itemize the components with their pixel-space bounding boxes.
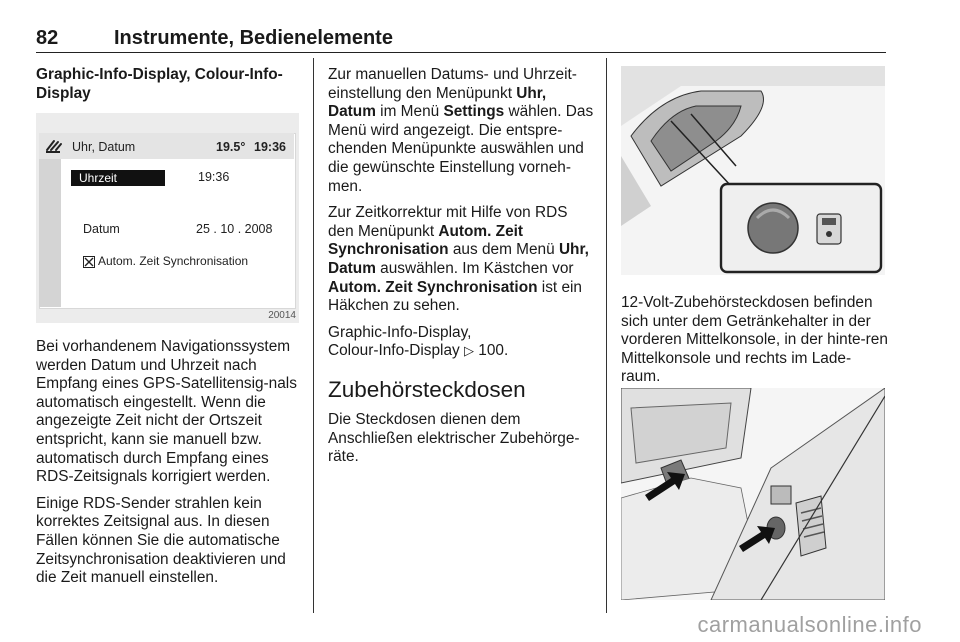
paragraph-rds-correction: Zur Zeitkorrektur mit Hilfe von RDS den Menüpunkt Autom. Zeit Synchronisation aus dem Menü Uhr, Datum auswählen. Im Kästchen vor Autom. Zeit Synchronisation ist ein Häkchen zu sehen. (328, 204, 589, 315)
display-screen (39, 133, 296, 309)
page-header (36, 26, 886, 53)
display-row-datum: Datum (83, 222, 120, 236)
cross-reference: Graphic-Info-Display, Colour-Info-Display ▷ 100. (328, 323, 509, 360)
satellite-icon (44, 137, 64, 155)
column-left (36, 66, 299, 103)
paragraph-rds: Einige RDS-Sender strahlen kein korrektes Zeitsignal aus. In diesen Fällen können Sie die automatische Zeitsynchronisation deaktivieren und die Zeit manuell einstellen. (36, 494, 286, 587)
display-clock: 19:36 (254, 140, 286, 154)
front-socket-illustration (621, 66, 885, 275)
column-middle (328, 66, 594, 475)
display-sidebar (39, 159, 61, 307)
column-divider (313, 58, 314, 613)
reference-page-link[interactable]: 100. (478, 342, 509, 360)
checkbox-checked-icon (83, 256, 95, 268)
display-row-uhrzeit: Uhrzeit (71, 170, 165, 186)
rear-socket-illustration (621, 388, 885, 600)
display-row-uhrzeit-value: 19:36 (198, 170, 230, 184)
display-checkbox-label: Autom. Zeit Synchronisation (98, 254, 249, 268)
column-left-body (36, 338, 299, 596)
reference-arrow-icon: ▷ (464, 343, 474, 359)
display-figure (36, 113, 299, 323)
page-title: Instrumente, Bedienelemente (114, 27, 393, 49)
paragraph-manual-setting: Zur manuellen Datums- und Uhrzeit-einstellung den Menüpunkt Uhr, Datum im Menü Settings wählen. Das Menü wird angezeigt. Die entspre-chenden Menüpunkte auswählen und die gewünschte Einstellung vorneh-men. (328, 66, 594, 195)
column-divider (606, 58, 607, 613)
figure-code: 20014 (268, 310, 296, 321)
display-temp: 19.5° (216, 140, 246, 154)
display-title: Uhr, Datum (72, 140, 136, 154)
paragraph-sockets: Die Steckdosen dienen dem Anschließen elektrischer Zubehörge-räte. (328, 410, 580, 466)
column-right (621, 294, 889, 395)
page-number: 82 (36, 27, 59, 49)
paragraph-navigation: Bei vorhandenem Navigationssystem werden Datum und Uhrzeit nach Empfang eines GPS-Satellitensig-nals automatisch eingestellt. Wenn die angezeigte Zeit nicht der Ortszeit entspricht, kann sie manuell bzw. automatisch durch Empfang eines RDS-Zeitsignals korrigiert werden. (36, 338, 297, 486)
section-heading: Zubehörsteckdosen (328, 376, 526, 402)
section-subhead: Graphic-Info-Display, Colour-Info-Display (36, 66, 283, 102)
paragraph-socket-locations: 12-Volt-Zubehörsteckdosen befinden sich unter dem Getränkehalter in der vorderen Mittelkonsole, in der hinte-ren Mittelkonsole und rechts im Lade-raum. (621, 294, 888, 386)
display-row-datum-value: 25 . 10 . 2008 (196, 222, 273, 236)
watermark: carmanualsonline.info (697, 612, 922, 637)
